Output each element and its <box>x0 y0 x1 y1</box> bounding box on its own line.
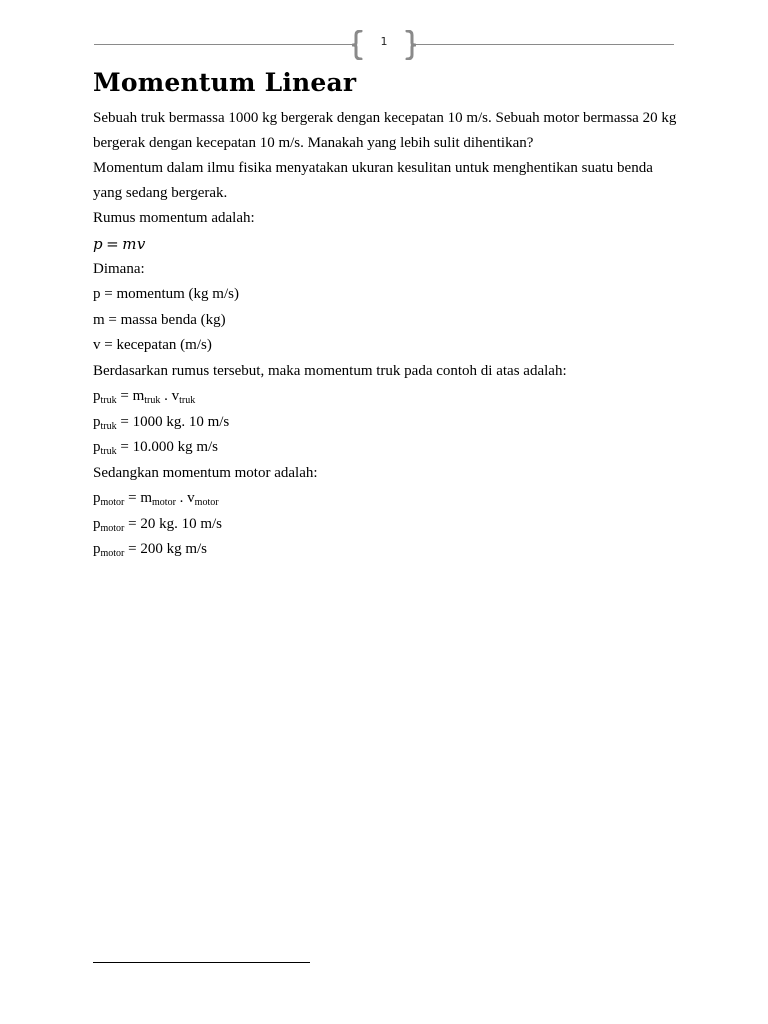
eq-subscript: truk <box>100 420 117 432</box>
truck-equation-1 <box>93 384 683 410</box>
truck-equation-2 <box>93 410 683 436</box>
eq-subscript: motor <box>100 497 125 508</box>
eq-text: = 20 kg. 10 m/s <box>124 515 223 532</box>
document-title: Momentum Linear <box>93 68 357 97</box>
eq-symbol: p <box>93 541 101 557</box>
eq-subscript: motor <box>100 548 125 559</box>
truck-intro: Berdasarkan rumus tersebut, maka momentum truk pada contoh di atas adalah: <box>93 362 567 379</box>
eq-symbol: p <box>93 515 101 532</box>
eq-subscript: motor <box>152 497 176 508</box>
eq-text: = 1000 kg. 10 m/s <box>116 413 230 430</box>
eq-subscript: truk <box>100 395 117 406</box>
momentum-formula <box>93 232 683 257</box>
footnote-separator <box>93 962 310 963</box>
eq-subscript: truk <box>100 446 117 457</box>
intro-paragraph: Sebuah truk bermassa 1000 kg bergerak dengan kecepatan 10 m/s. Sebuah motor bermassa 20 kg bergerak dengan kecepatan 10 m/s. Manakah yang lebih sulit dihentikan? <box>93 110 677 151</box>
eq-symbol: p <box>93 490 101 506</box>
eq-text: = m <box>116 388 145 404</box>
formula-lhs: p <box>93 234 104 253</box>
header-rule-left <box>94 44 356 45</box>
eq-text: = m <box>124 490 153 506</box>
eq-subscript: motor <box>100 522 125 534</box>
header-rule-right <box>412 44 674 45</box>
eq-text: = 200 kg m/s <box>124 541 208 557</box>
formula-intro: Rumus momentum adalah: <box>93 210 255 226</box>
eq-subscript: truk <box>179 395 196 406</box>
eq-symbol: p <box>93 388 101 404</box>
motor-equation-2 <box>93 512 683 538</box>
motor-equation-3 <box>93 537 683 563</box>
eq-subscript: truk <box>144 395 161 406</box>
formula-equals: = <box>106 234 120 253</box>
eq-text: . v <box>160 388 180 404</box>
eq-text: = 10.000 kg m/s <box>116 439 218 455</box>
eq-symbol: p <box>93 439 101 455</box>
motor-equation-1 <box>93 486 683 512</box>
page-header <box>94 28 674 62</box>
variable-m-definition: m = massa benda (kg) <box>93 311 226 328</box>
eq-subscript: motor <box>194 497 219 508</box>
motor-intro: Sedangkan momentum motor adalah: <box>93 464 318 481</box>
where-label: Dimana: <box>93 260 145 277</box>
eq-symbol: p <box>93 413 101 430</box>
document-body <box>93 66 683 563</box>
truck-equation-3 <box>93 435 683 461</box>
page-number: 1 <box>380 35 388 48</box>
formula-rhs: mv <box>122 234 146 253</box>
definition-paragraph: Momentum dalam ilmu fisika menyatakan ukuran kesulitan untuk menghentikan suatu benda yang sedang bergerak. <box>93 160 653 201</box>
eq-text: . v <box>175 490 195 506</box>
variable-p-definition: p = momentum (kg m/s) <box>93 286 239 302</box>
variable-v-definition: v = kecepatan (m/s) <box>93 337 212 353</box>
